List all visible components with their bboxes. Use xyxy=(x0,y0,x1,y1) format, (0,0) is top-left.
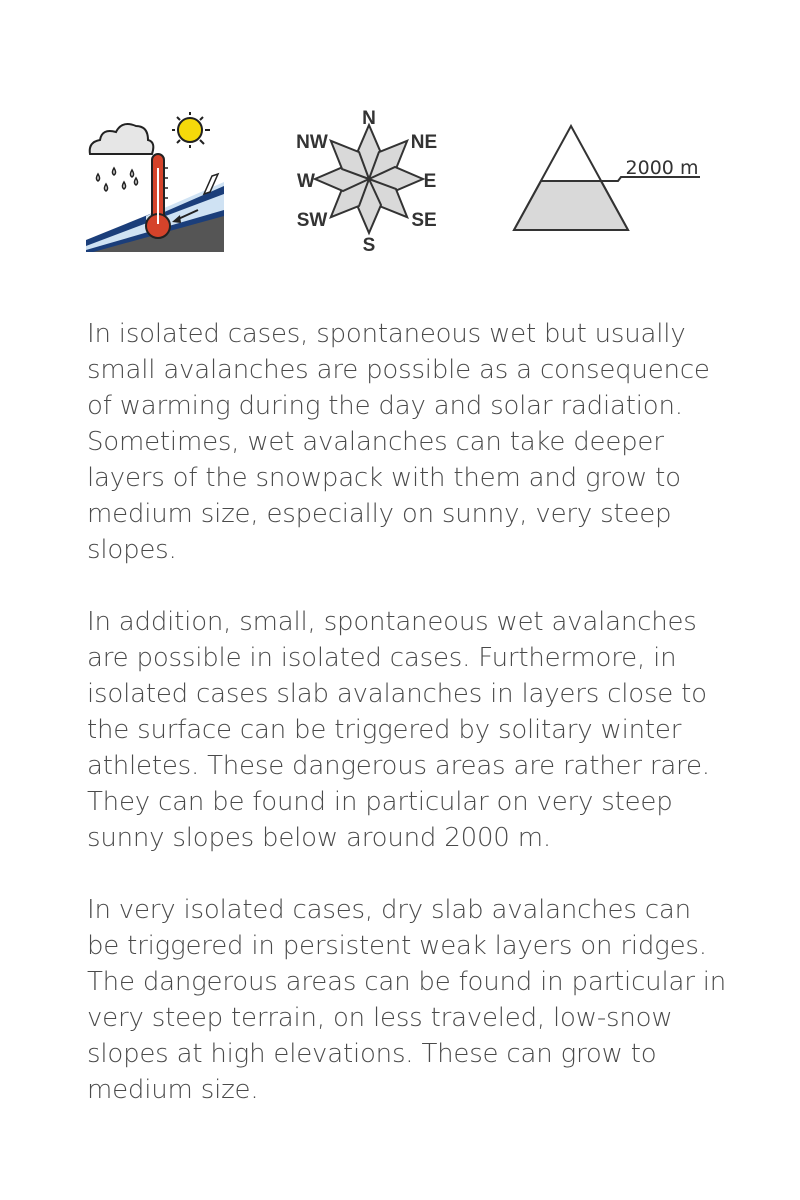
aspect-label-nw: NW xyxy=(296,132,328,153)
paragraph-1: In isolated cases, spontaneous wet but usually small avalanches are possible as a consequence of warming during the day and solar radiation. Sometimes, wet avalanches can take deeper layers of the snowpack with them and grow to medium size, especially on sunny, very steep slopes. xyxy=(87,319,710,565)
elevation-mountain-icon xyxy=(508,120,703,238)
paragraph-2: In addition, small, spontaneous wet avalanches are possible in isolated cases. Furthermore, in isolated cases slab avalanches in layers close to the surface can be triggered by solitary winter athletes. These dangerous areas are rather rare. They can be found in particular on very steep sunny slopes below around 2000 m. xyxy=(87,607,710,853)
aspect-label-w: W xyxy=(297,171,315,192)
aspect-label-e: E xyxy=(423,171,437,192)
icon-row xyxy=(0,0,800,270)
aspect-label-n: N xyxy=(362,108,376,129)
aspect-label-se: SE xyxy=(411,210,437,231)
aspect-compass-rose-icon xyxy=(292,108,442,258)
elevation-label: 2000 m xyxy=(625,157,699,179)
paragraph-3: In very isolated cases, dry slab avalanches can be triggered in persistent weak layers on ridges. The dangerous areas can be found in particular in very steep terrain, on less traveled, low-snow slopes at high elevations. These can grow to medium size. xyxy=(87,895,727,1105)
wet-snow-warming-icon xyxy=(86,112,224,252)
avalanche-description xyxy=(87,316,727,1144)
aspect-label-s: S xyxy=(362,235,376,256)
aspect-label-sw: SW xyxy=(296,210,328,231)
aspect-label-ne: NE xyxy=(410,132,438,153)
